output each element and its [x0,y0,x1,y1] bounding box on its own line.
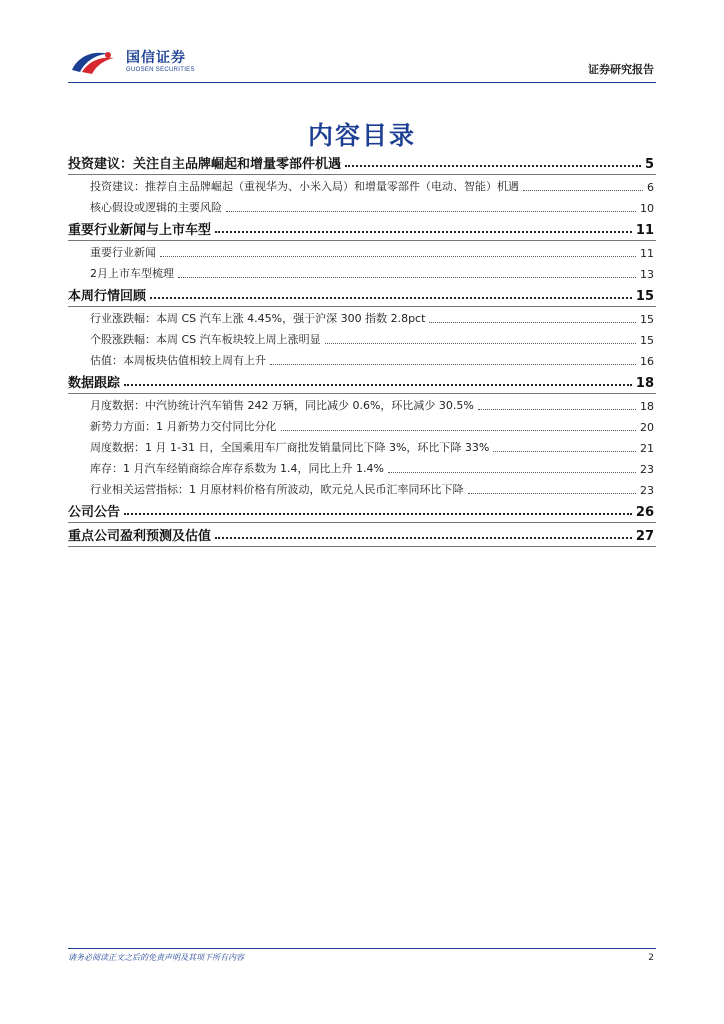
toc-item-row[interactable] [68,478,656,499]
toc-item-page: 13 [640,268,654,281]
toc-section-page: 11 [635,223,654,238]
toc-item-row[interactable] [68,436,656,457]
toc-section-page: 15 [635,289,654,304]
toc-item-page: 18 [640,400,654,413]
toc-leader-dots [281,430,637,431]
table-of-contents [68,151,656,547]
toc-item-row[interactable] [68,175,656,196]
toc-leader-dots [388,472,636,473]
toc-title: 内容目录 [307,121,416,150]
toc-item-page: 21 [640,442,654,455]
toc-leader-dots [150,297,632,299]
toc-leader-dots [468,493,637,494]
toc-item-page: 20 [640,421,654,434]
toc-item-page: 11 [640,247,654,260]
toc-section-title[interactable]: 数据跟踪 [68,376,121,391]
toc-section-row[interactable] [68,523,656,547]
footer-disclaimer: 请务必阅读正文之后的免责声明及其项下所有内容 [68,953,244,962]
toc-item-page: 15 [640,334,654,347]
toc-item-title[interactable]: 库存：1 月汽车经销商综合库存系数为 1.4，同比上升 1.4% [90,462,384,475]
toc-item-title[interactable]: 估值：本周板块估值相较上周有上升 [90,354,266,367]
toc-leader-dots [215,231,632,233]
toc-leader-dots [178,277,636,278]
toc-leader-dots [215,537,632,539]
toc-leader-dots [270,364,636,365]
toc-leader-dots [160,256,636,257]
toc-item-row[interactable] [68,394,656,415]
toc-section-row[interactable] [68,499,656,523]
toc-section-row[interactable] [68,217,656,241]
toc-item-title[interactable]: 月度数据：中汽协统计汽车销售 242 万辆，同比减少 0.6%，环比减少 30.5% [90,399,474,412]
toc-leader-dots [478,409,636,410]
toc-leader-dots [124,513,632,515]
toc-item-page: 10 [640,202,654,215]
toc-section-title[interactable]: 本周行情回顾 [68,289,147,304]
toc-item-row[interactable] [68,241,656,262]
guosen-logo-icon [68,48,120,76]
toc-item-page: 23 [640,463,654,476]
logo-name-en: GUOSEN SECURITIES [126,67,195,73]
toc-section-title[interactable]: 公司公告 [68,505,121,520]
toc-section-row[interactable] [68,283,656,307]
company-logo [68,48,195,76]
toc-section-title[interactable]: 投资建议：关注自主品牌崛起和增量零部件机遇 [68,157,342,172]
page-number: 2 [648,953,654,963]
toc-item-page: 23 [640,484,654,497]
toc-section-row[interactable] [68,370,656,394]
toc-item-page: 15 [640,313,654,326]
toc-item-row[interactable] [68,457,656,478]
toc-leader-dots [523,190,643,191]
toc-item-row[interactable] [68,328,656,349]
toc-leader-dots [124,384,632,386]
toc-item-title[interactable]: 周度数据：1 月 1-31 日，全国乘用车厂商批发销量同比下降 3%，环比下降 33% [90,441,490,454]
toc-item-title[interactable]: 行业涨跌幅：本周 CS 汽车上涨 4.45%，强于沪深 300 指数 2.8pct [90,312,426,325]
header-divider [68,82,656,83]
page-header [68,48,656,84]
toc-section-title[interactable]: 重点公司盈利预测及估值 [68,529,212,544]
toc-section-title[interactable]: 重要行业新闻与上市车型 [68,223,212,238]
logo-name-cn: 国信证券 [126,50,186,66]
toc-item-page: 16 [640,355,654,368]
toc-section-row[interactable] [68,151,656,175]
toc-section-page: 27 [635,529,654,544]
footer-divider [68,948,656,949]
toc-item-title[interactable]: 个股涨跌幅：本周 CS 汽车板块较上周上涨明显 [90,333,321,346]
toc-item-title[interactable]: 核心假设或逻辑的主要风险 [90,201,222,214]
toc-leader-dots [345,165,641,167]
toc-item-page: 6 [647,181,654,194]
toc-leader-dots [493,451,636,452]
toc-item-row[interactable] [68,196,656,217]
toc-leader-dots [325,343,636,344]
toc-item-title[interactable]: 新势力方面：1 月新势力交付同比分化 [90,420,277,433]
toc-item-row[interactable] [68,349,656,370]
toc-leader-dots [226,211,636,212]
toc-item-title[interactable]: 2月上市车型梳理 [90,267,174,280]
toc-item-row[interactable] [68,415,656,436]
toc-section-page: 5 [644,157,654,172]
toc-leader-dots [429,322,636,323]
toc-item-title[interactable]: 重要行业新闻 [90,246,156,259]
toc-item-title[interactable]: 投资建议：推荐自主品牌崛起（重视华为、小米入局）和增量零部件（电动、智能）机遇 [90,180,519,193]
toc-item-row[interactable] [68,307,656,328]
toc-section-page: 26 [635,505,654,520]
toc-item-title[interactable]: 行业相关运营指标：1 月原材料价格有所波动，欧元兑人民币汇率同环比下降 [90,483,464,496]
report-type-label: 证券研究报告 [588,63,654,76]
toc-item-row[interactable] [68,262,656,283]
toc-section-page: 18 [635,376,654,391]
